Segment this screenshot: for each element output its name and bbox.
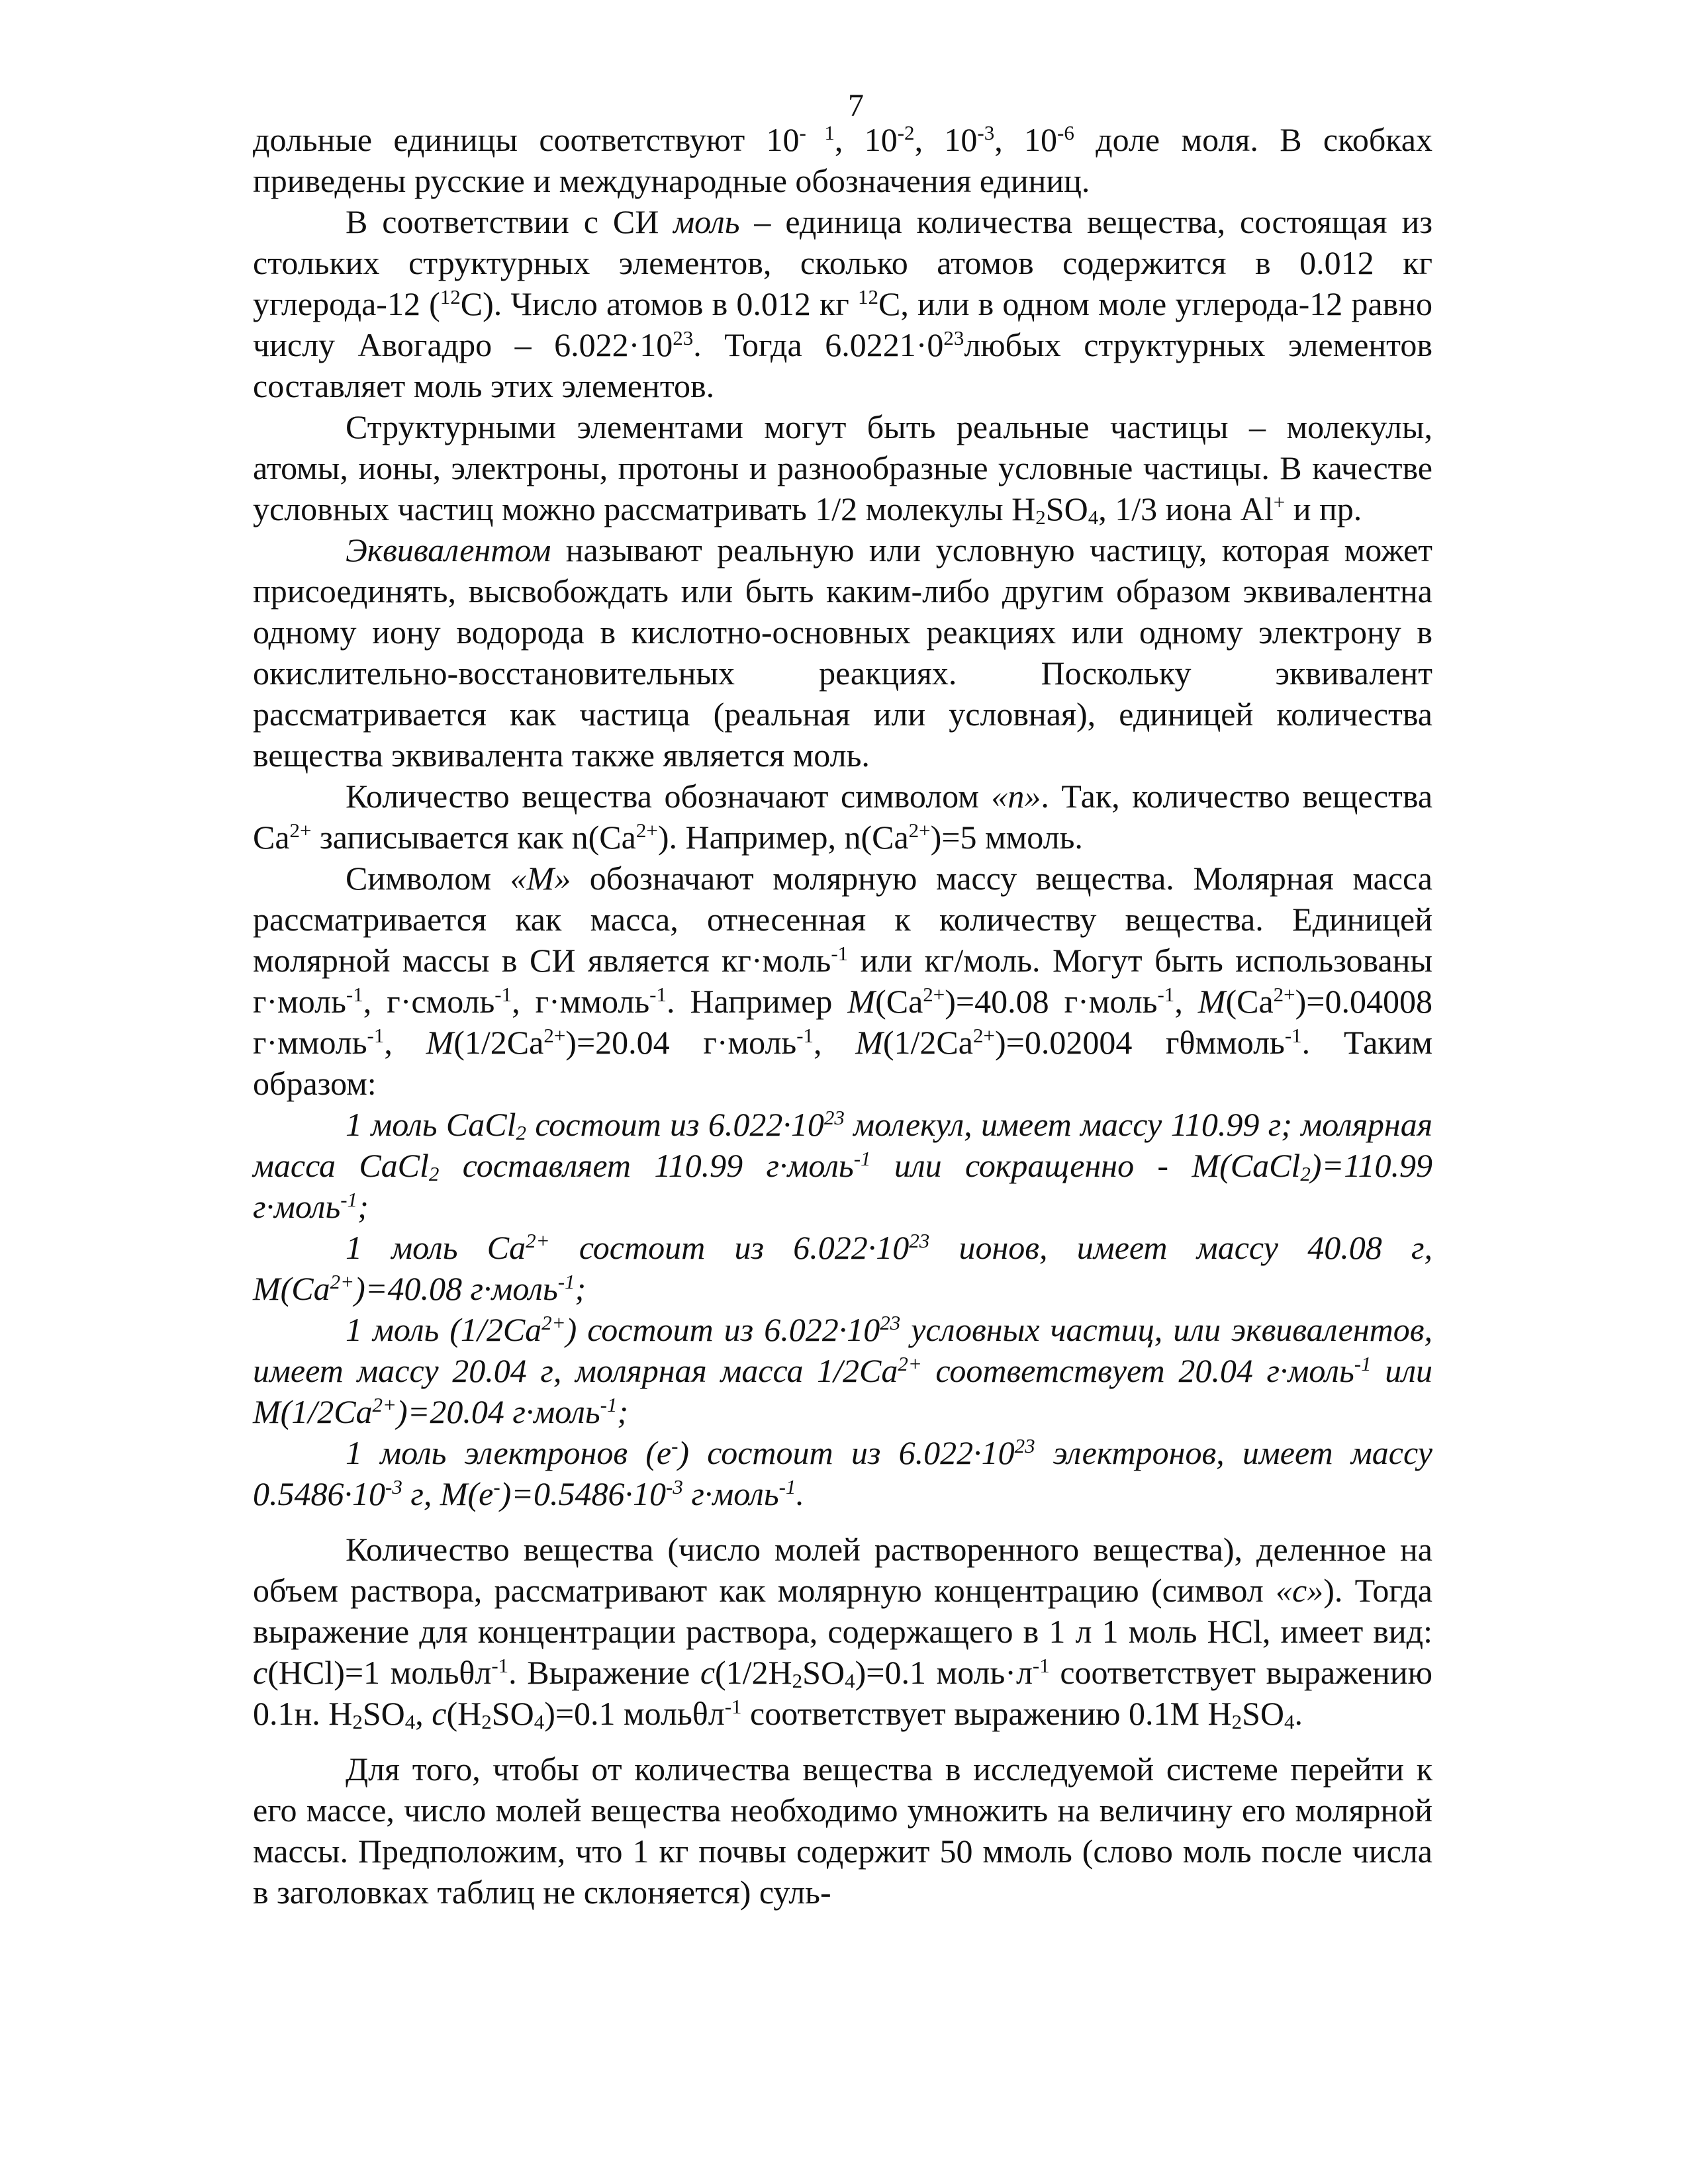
paragraph-molar-concentration: Количество вещества (число молей растворенного вещества), деленное на объем раствора, рассматривают как молярную концентрацию (символ «c»). Тогда выражение для концентрации раствора, содержащего в 1 л 1 моль HCl, имеет вид: c(HCl)=1 мольθл$^{-1}$. Выражение $c(1/2H_2SO_4)=0.1$ $моль\cdot л^{-1}$ соответствует выражению 0.1н. $H_2SO_4$, $c(H_2SO_4)=0.1$ мольθл$^{-1}$ соответствует выражению 0.1M $H_2SO_4$. xyxy=(253,1531,1432,1734)
example-ca-ion: 1 моль $Ca^{2+}$ состоит из $6.022\cdot 10^{23}$ ионов, имеет массу 40.08 г, $M(Ca^{2+})=40.08$ г·моль$^{-1}$; xyxy=(253,1228,1432,1307)
paragraph-equivalent: Эквивалентом называют реальную или условную частицу, которая может присоединять, высвобождать или быть каким-либо другим образом эквивалентна одному иону водорода в кислотно-основных реакциях или одному электрону в окислительно-восстановительных реакциях. Поскольку эквивалент рассматривается как частица (реальная или условная), единицей количества вещества эквивалента также является моль. xyxy=(253,531,1432,774)
document-page xyxy=(253,88,1433,1913)
example-electrons: 1 моль электронов (e-) состоит из $6.022\cdot 10^{23}$ электронов, имеет массу $0.5486\cdot 10^{-3}$ г, $M(e^-)=0.5486\cdot 10^{-3}$ г·моль$^{-1}$. xyxy=(253,1433,1432,1512)
paragraph-mole-definition: В соответствии с СИ моль – единица количества вещества, состоящая из стольких структурных элементов, сколько атомов содержится в 0.012 кг углерода-12 ($^{12}$C). Число атомов в 0.012 кг $^{12}$C, или в одном моле углерода-12 равно числу Авогадро – $6.022\cdot 10^{23}$. Тогда $6.0221\cdot 0^{23}любых$ структурных элементов составляет моль этих элементов. xyxy=(253,203,1432,404)
example-half-ca: 1 моль $(1/2Ca^{2+})$ состоит из $6.022\cdot 10^{23}$ условных частиц, или эквивалентов, имеет массу 20.04 г, молярная масса $1/2Ca^{2+}$ соответствует 20.04 г·моль$^{-1}$ или $M(1/2Ca^{2+})=20.04$ г·моль$^{-1}$; xyxy=(253,1310,1433,1430)
paragraph-molar-mass: Символом «M» обозначают молярную массу вещества. Молярная масса рассматривается как масса, отнесенная к количеству вещества. Единицей молярной массы в СИ является кг·моль$^{-1}$ или кг/моль. Могут быть использованы г·моль$^{-1}$, г·смоль$^{-1}$, г·ммоль$^{-1}$. Например $M(Ca^{2+})=40.08$ г·моль$^{-1}$, $M(Ca^{2+})=0.04008$ г·ммоль$^{-1}$, $M(1/2Ca^{2+})=20.04$ г·моль$^{-1}$, $M(1/2Ca^{2+})=0.02004$ гθммоль$^{-1}$. Таким образом: xyxy=(253,860,1433,1102)
paragraph-structural-elements: Структурными элементами могут быть реальные частицы – молекулы, атомы, ионы, электроны, протоны и разнообразные условные частицы. В качестве условных частиц можно рассматривать 1/2 молекулы $H_2SO_4$, 1/3 иона Al+ и пр. xyxy=(253,408,1432,529)
paragraph-mass-conversion: Для того, чтобы от количества вещества в исследуемой системе перейти к его массе, число молей вещества необходимо умножить на величину его молярной массы. Предположим, что 1 кг почвы содержит 50 ммоль (слово моль после числа в заголовках таблиц не склоняется) суль- xyxy=(253,1751,1432,1911)
example-cacl2: 1 моль CaCl$_2$ состоит из $6.022\cdot 10^{23}$ молекул, имеет массу 110.99 г; молярная масса CaCl$_2$ составляет 110.99 г·моль$^{-1}$ или сокращенно - M(CaCl$_2$)=110.99 г·моль$^{-1}$; xyxy=(253,1105,1432,1225)
paragraph-amount-symbol: Количество вещества обозначают символом «n». Так, количество вещества $Ca^{2+}$ записывается как $n(Ca^{2+})$. Например, $n(Ca^{2+})=5$ ммоль. xyxy=(253,778,1433,856)
paragraph-continuation: дольные единицы соответствуют $10^{- 1}$, $10^{-2}$, $10^{-3}$, $10^{-6}$ доле моля. В скобках приведены русские и международные обозначения единиц. xyxy=(253,120,1432,199)
page-number: 7 xyxy=(848,88,864,123)
